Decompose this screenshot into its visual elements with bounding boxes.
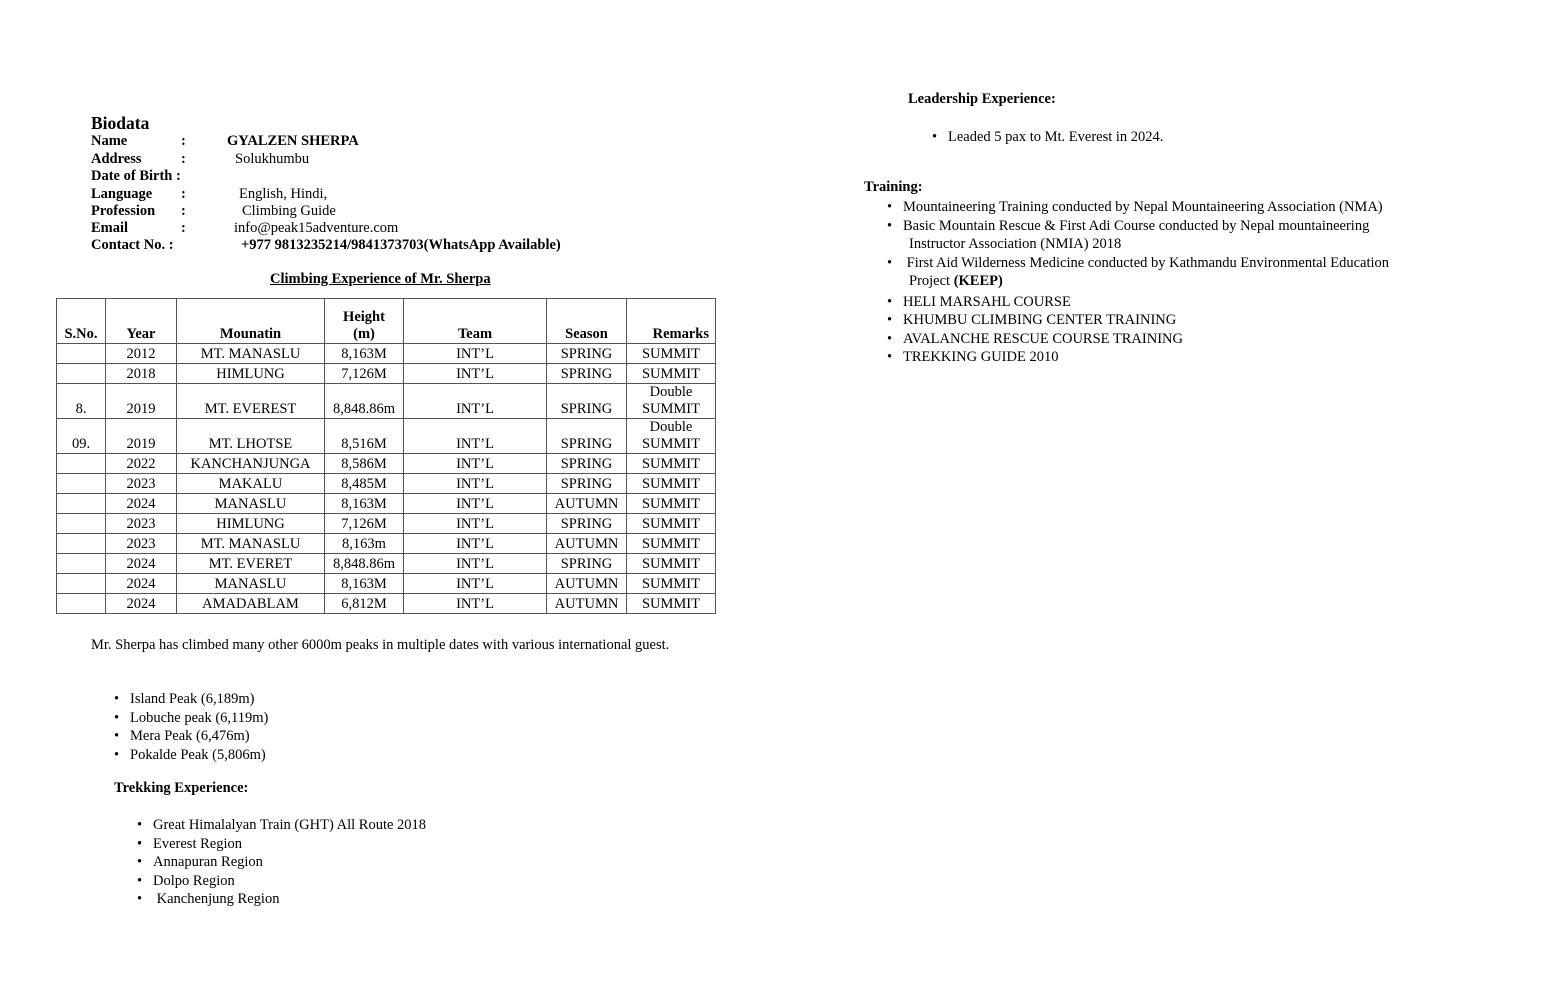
cell-year: 2024	[106, 574, 177, 594]
training-line: First Aid Wilderness Medicine conducted by Kathmandu Environmental Education	[903, 254, 1390, 271]
header-season: Season	[547, 299, 627, 344]
bio-value-address: Solukhumbu	[235, 151, 310, 167]
cell-sno: 09.	[57, 419, 106, 454]
table-row	[57, 514, 716, 534]
list-item	[903, 348, 1443, 367]
cell-mountain: MANASLU	[177, 574, 325, 594]
training-bold-tail: (KEEP)	[953, 273, 1003, 289]
cell-mountain: MT. EVEREST	[177, 384, 325, 419]
leadership-list	[948, 128, 1163, 147]
cell-season: SPRING	[547, 514, 627, 534]
cell-sno	[57, 554, 106, 574]
table-row	[57, 494, 716, 514]
cell-team: INT’L	[404, 574, 547, 594]
cell-mountain: AMADABLAM	[177, 594, 325, 614]
cell-year: 2023	[106, 534, 177, 554]
table-header-row	[57, 299, 716, 344]
cell-season: SPRING	[547, 474, 627, 494]
cell-sno	[57, 454, 106, 474]
cell-remarks: SUMMIT	[627, 534, 716, 554]
cell-remarks: Double SUMMIT	[627, 419, 716, 454]
cell-season: SPRING	[547, 554, 627, 574]
bio-colon: :	[181, 220, 186, 236]
cell-sno	[57, 494, 106, 514]
bio-colon: :	[181, 186, 186, 202]
table-row	[57, 344, 716, 364]
bio-label: Email	[91, 220, 129, 236]
training-line: TREKKING GUIDE 2010	[903, 349, 1059, 365]
cell-height: 6,812M	[325, 594, 404, 614]
cell-year: 2022	[106, 454, 177, 474]
list-item: • Kanchenjung Region	[153, 890, 426, 909]
other-peaks-list	[130, 690, 268, 764]
table-row	[57, 594, 716, 614]
cell-remarks: SUMMIT	[627, 494, 716, 514]
list-item: • Everest Region	[153, 835, 426, 854]
table-row	[57, 419, 716, 454]
bio-label: Address	[91, 151, 142, 167]
cell-team: INT’L	[404, 514, 547, 534]
cell-remarks: SUMMIT	[627, 364, 716, 384]
list-item	[903, 254, 1443, 291]
list-item: • Dolpo Region	[153, 872, 426, 891]
training-title: Training:	[864, 179, 923, 195]
header-remarks: Remarks	[627, 299, 716, 344]
table-row	[57, 574, 716, 594]
training-line: HELI MARSAHL COURSE	[903, 293, 1071, 310]
cell-season: AUTUMN	[547, 574, 627, 594]
header-year: Year	[106, 299, 177, 344]
cell-remarks: SUMMIT	[627, 574, 716, 594]
table-row	[57, 534, 716, 554]
cell-team: INT’L	[404, 454, 547, 474]
list-item	[903, 198, 1443, 217]
cell-team: INT’L	[404, 494, 547, 514]
cell-year: 2024	[106, 494, 177, 514]
cell-sno: 8.	[57, 384, 106, 419]
cell-season: AUTUMN	[547, 594, 627, 614]
cell-year: 2012	[106, 344, 177, 364]
cell-mountain: MT. MANASLU	[177, 344, 325, 364]
cell-sno	[57, 594, 106, 614]
bio-value-email: info@peak15adventure.com	[234, 220, 399, 236]
cell-remarks: SUMMIT	[627, 344, 716, 364]
cell-season: AUTUMN	[547, 534, 627, 554]
cell-remarks: SUMMIT	[627, 554, 716, 574]
cell-year: 2023	[106, 514, 177, 534]
cell-remarks: SUMMIT	[627, 514, 716, 534]
table-row	[57, 364, 716, 384]
training-list	[903, 198, 1443, 367]
other-peaks-note: Mr. Sherpa has climbed many other 6000m peaks in multiple dates with various international guest.	[91, 637, 670, 653]
header-height: Height (m)	[325, 299, 404, 344]
cell-sno	[57, 574, 106, 594]
list-item	[903, 217, 1443, 254]
cell-height: 7,126M	[325, 514, 404, 534]
cell-year: 2024	[106, 594, 177, 614]
cell-mountain: MT. EVERET	[177, 554, 325, 574]
cell-team: INT’L	[404, 364, 547, 384]
cell-season: SPRING	[547, 364, 627, 384]
trekking-list	[153, 816, 426, 909]
cell-height: 8,848.86m	[325, 384, 404, 419]
cell-team: INT’L	[404, 534, 547, 554]
training-line: AVALANCHE RESCUE COURSE TRAINING	[903, 330, 1183, 347]
cell-remarks: Double SUMMIT	[627, 384, 716, 419]
cell-sno	[57, 534, 106, 554]
leadership-title: Leadership Experience:	[908, 91, 1056, 107]
cell-sno	[57, 344, 106, 364]
cell-height: 8,485M	[325, 474, 404, 494]
bio-colon: :	[181, 151, 186, 167]
cell-height: 8,163m	[325, 534, 404, 554]
cell-mountain: MANASLU	[177, 494, 325, 514]
training-line: KHUMBU CLIMBING CENTER TRAINING	[903, 312, 1177, 328]
list-item: • Mera Peak (6,476m)	[130, 727, 268, 746]
list-item: • Pokalde Peak (5,806m)	[130, 746, 268, 765]
cell-team: INT’L	[404, 419, 547, 454]
climbing-table-title: Climbing Experience of Mr. Sherpa	[270, 271, 491, 287]
biodata-title: Biodata	[91, 113, 150, 133]
cell-team: INT’L	[404, 344, 547, 364]
cell-mountain: MT. LHOTSE	[177, 419, 325, 454]
cell-season: SPRING	[547, 344, 627, 364]
cell-season: SPRING	[547, 454, 627, 474]
bio-value-language: English, Hindi,	[239, 186, 328, 202]
bio-colon: :	[181, 203, 186, 219]
header-mountain: Mounatin	[177, 299, 325, 344]
cell-sno	[57, 514, 106, 534]
cell-sno	[57, 474, 106, 494]
cell-mountain: MT. MANASLU	[177, 534, 325, 554]
list-item: • Great Himalalyan Train (GHT) All Route 2018	[153, 816, 426, 835]
cell-mountain: HIMLUNG	[177, 514, 325, 534]
bio-value-contact: +977 9813235214/9841373703(WhatsApp Available)	[241, 237, 561, 253]
cell-team: INT’L	[404, 474, 547, 494]
cell-sno	[57, 364, 106, 384]
cell-height: 8,163M	[325, 494, 404, 514]
cell-height: 8,516M	[325, 419, 404, 454]
cell-team: INT’L	[404, 594, 547, 614]
cell-year: 2019	[106, 384, 177, 419]
cell-mountain: KANCHANJUNGA	[177, 454, 325, 474]
cell-mountain: MAKALU	[177, 474, 325, 494]
cell-height: 8,848.86m	[325, 554, 404, 574]
cell-height: 7,126M	[325, 364, 404, 384]
table-row	[57, 454, 716, 474]
cell-remarks: SUMMIT	[627, 594, 716, 614]
cell-team: INT’L	[404, 384, 547, 419]
bio-label: Language	[91, 186, 153, 202]
bio-value-profession: Climbing Guide	[242, 203, 336, 219]
list-item: • Annapuran Region	[153, 853, 426, 872]
header-sno: S.No.	[57, 299, 106, 344]
cell-year: 2024	[106, 554, 177, 574]
bio-label: Contact No. :	[91, 237, 174, 253]
cell-season: SPRING	[547, 419, 627, 454]
list-item: • Island Peak (6,189m)	[130, 690, 268, 709]
cell-year: 2023	[106, 474, 177, 494]
training-line-cont-text: Project	[909, 273, 954, 289]
cell-year: 2019	[106, 419, 177, 454]
table-row	[57, 554, 716, 574]
bio-label: Name	[91, 133, 128, 149]
list-item	[903, 330, 1443, 349]
climbing-table	[56, 298, 716, 614]
list-item: • Lobuche peak (6,119m)	[130, 709, 268, 728]
table-row	[57, 384, 716, 419]
training-line: Mountaineering Training conducted by Nepal Mountaineering Association (NMA)	[903, 199, 1383, 215]
trekking-title: Trekking Experience:	[114, 780, 249, 796]
cell-team: INT’L	[404, 554, 547, 574]
cell-height: 8,586M	[325, 454, 404, 474]
bio-value-name: GYALZEN SHERPA	[227, 133, 359, 149]
cell-year: 2018	[106, 364, 177, 384]
cell-remarks: SUMMIT	[627, 454, 716, 474]
bio-colon: :	[181, 133, 186, 149]
cell-mountain: HIMLUNG	[177, 364, 325, 384]
list-item	[903, 311, 1443, 330]
cell-season: SPRING	[547, 384, 627, 419]
bio-label: Date of Birth :	[91, 168, 181, 184]
training-line-cont	[903, 272, 1443, 291]
training-line: Basic Mountain Rescue & First Adi Course conducted by Nepal mountaineering	[903, 217, 1370, 234]
bio-label: Profession	[91, 203, 156, 219]
cell-season: AUTUMN	[547, 494, 627, 514]
training-line-cont: Instructor Association (NMIA) 2018	[909, 236, 1122, 252]
list-item	[903, 293, 1443, 312]
list-item: • Leaded 5 pax to Mt. Everest in 2024.	[948, 128, 1163, 147]
header-team: Team	[404, 299, 547, 344]
table-row	[57, 474, 716, 494]
cell-height: 8,163M	[325, 344, 404, 364]
cell-remarks: SUMMIT	[627, 474, 716, 494]
cell-height: 8,163M	[325, 574, 404, 594]
